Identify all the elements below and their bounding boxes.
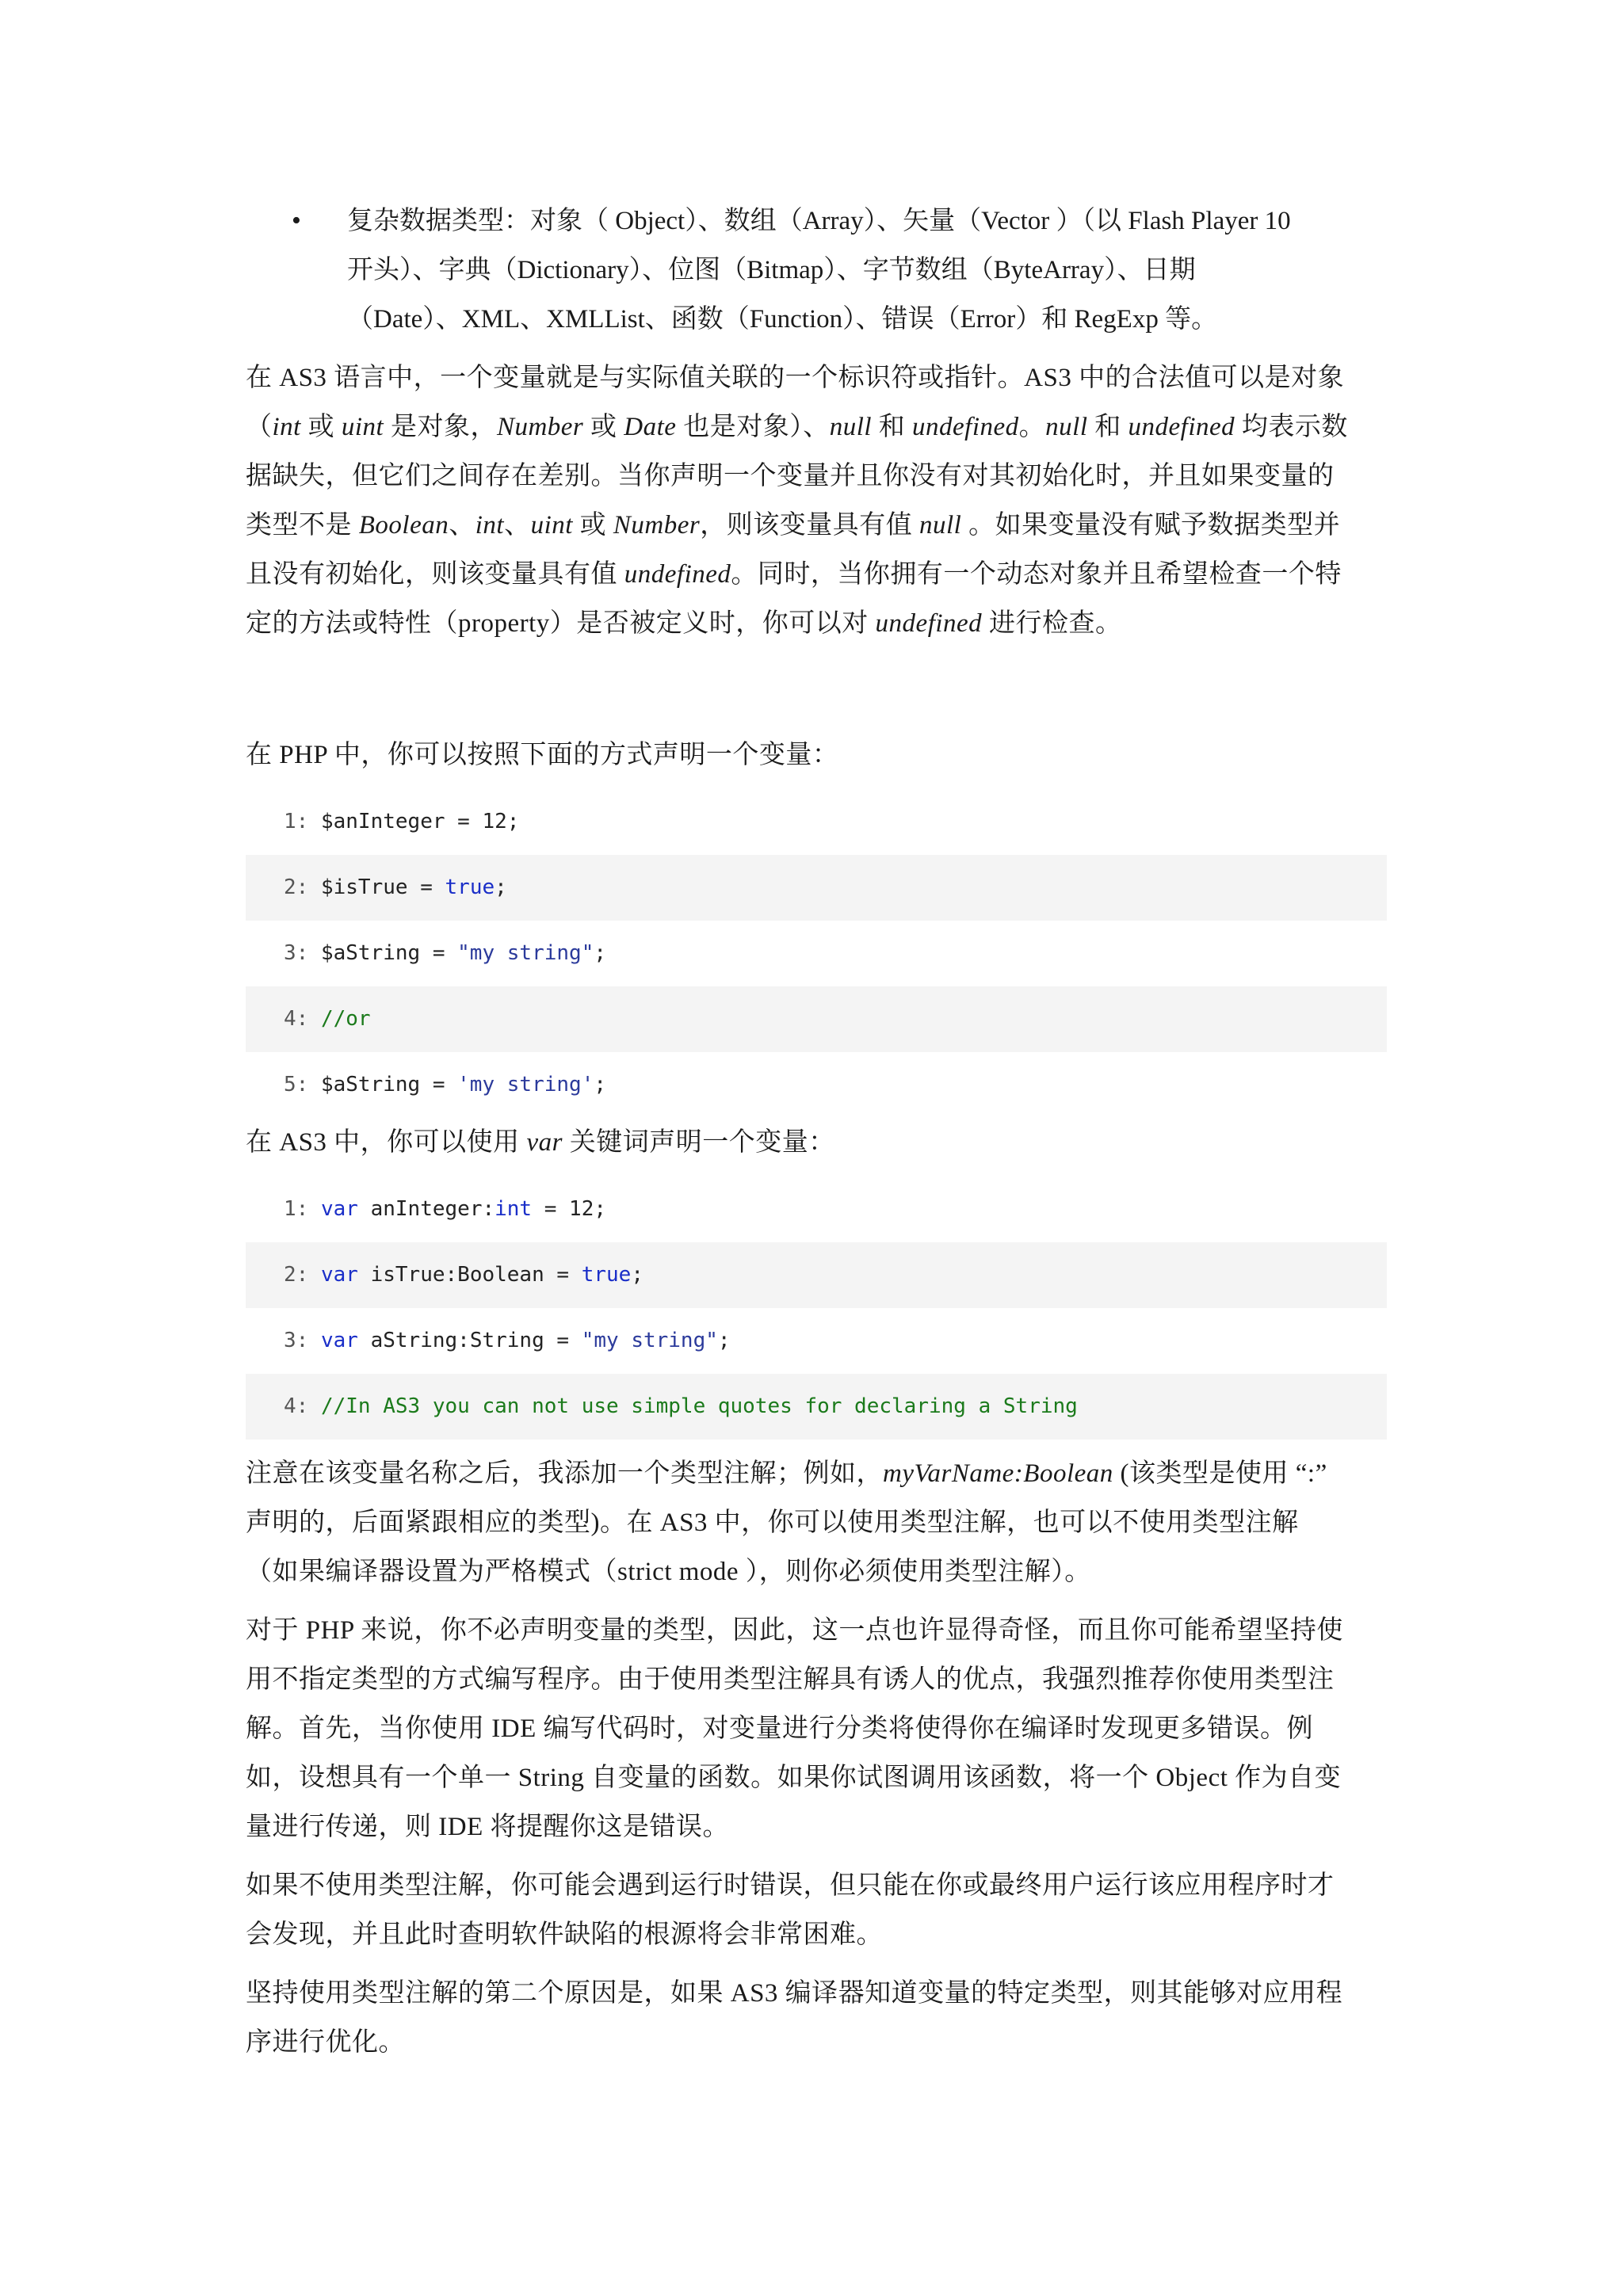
text-run-italic: null	[829, 413, 873, 441]
paragraph-line	[246, 501, 1387, 550]
paragraph-line: 解。首先，当你使用 IDE 编写代码时，对变量进行分类将使得你在编译时发现更多错误。例	[246, 1714, 1313, 1743]
text-run-italic: undefined	[912, 413, 1019, 441]
code-token: //In AS3 you can not use simple quotes for declaring a String	[320, 1394, 1078, 1418]
line-number: 4:	[284, 1394, 321, 1418]
paragraph-line: 坚持使用类型注解的第二个原因是，如果 AS3 编译器知道变量的特定类型，则其能够对应用程	[246, 1979, 1343, 2008]
line-number: 3:	[284, 941, 321, 965]
bullet-line: 开头）、字典（Dictionary）、位图（Bitmap）、字节数组（ByteArray）、日期	[347, 256, 1196, 284]
code-token: = 12;	[532, 1197, 607, 1221]
code-token: 'my string'	[457, 1073, 594, 1097]
code-token: $aString =	[320, 941, 458, 965]
paragraph-php-typing	[246, 1606, 1387, 1852]
text-run: 且没有初始化，则该变量具有值	[246, 560, 624, 589]
text-run-italic: null	[1045, 413, 1088, 441]
code-token: $anInteger = 12;	[320, 810, 520, 833]
code-token: ;	[717, 1329, 731, 1352]
code-token: true	[581, 1263, 632, 1287]
bullet-line: （Date）、XML、XMLList、函数（Function）、错误（Error）和 RegExp 等。	[347, 305, 1218, 334]
code-token: var	[320, 1329, 358, 1352]
paragraph-as3-intro	[246, 1118, 1387, 1167]
code-line	[246, 789, 1387, 855]
code-token: //or	[320, 1007, 371, 1031]
paragraph-line: 如，设想具有一个单一 String 自变量的函数。如果你试图调用该函数，将一个 Object 作为自变	[246, 1764, 1342, 1792]
text-run: 是对象，	[384, 413, 497, 441]
paragraph-line: 如果不使用类型注解，你可能会遇到运行时错误，但只能在你或最终用户运行该应用程序时才	[246, 1871, 1335, 1900]
text-run: 或	[300, 413, 342, 441]
text-run: 、	[504, 511, 531, 540]
text-run-italic: Boolean	[358, 511, 449, 540]
text-run-italic: undefined	[1128, 413, 1235, 441]
text-run: 定的方法或特性（property）是否被定义时，你可以对	[246, 609, 876, 638]
code-line	[246, 855, 1387, 921]
text-run: 和	[872, 413, 913, 441]
text-run: (该类型是使用 “:”	[1113, 1459, 1327, 1488]
text-run-italic: int	[272, 413, 301, 441]
paragraph-line: 声明的，后面紧跟相应的类型)。在 AS3 中，你可以使用类型注解，也可以不使用类型注解	[246, 1508, 1299, 1537]
code-token: aString:String =	[357, 1329, 582, 1352]
text-run: 和	[1087, 413, 1128, 441]
code-token: ;	[594, 941, 606, 965]
text-run: 。同时，当你拥有一个动态对象并且希望检查一个特	[731, 560, 1342, 589]
text-run: 进行检查。	[982, 609, 1122, 638]
paragraph-line	[246, 402, 1387, 452]
line-number: 2:	[284, 875, 321, 899]
bullet-line: 复杂数据类型：对象（ Object）、数组（Array）、矢量（Vector ）（以 Flash Player 10	[347, 207, 1291, 235]
text-run: 在 AS3 中，你可以使用	[246, 1128, 527, 1157]
code-block-as3	[246, 1177, 1387, 1440]
code-token: $aString =	[320, 1073, 458, 1097]
code-token: ;	[631, 1263, 643, 1287]
paragraph-line: 量进行传递，则 IDE 将提醒你这是错误。	[246, 1813, 729, 1841]
text-run: 关键词声明一个变量：	[562, 1128, 835, 1157]
text-run-italic: null	[919, 511, 962, 540]
paragraph-line: 会发现，并且此时查明软件缺陷的根源将会非常困难。	[246, 1920, 883, 1949]
paragraph-line: 序进行优化。	[246, 2028, 405, 2057]
paragraph-php-intro: 在 PHP 中，你可以按照下面的方式声明一个变量：	[246, 741, 839, 769]
text-run-italic: uint	[341, 413, 384, 441]
code-token: int	[495, 1197, 533, 1221]
text-run-italic: undefined	[875, 609, 983, 638]
text-run-italic: Date	[624, 413, 677, 441]
text-run-italic: myVarName:Boolean	[883, 1459, 1113, 1488]
text-run: 、	[449, 511, 475, 540]
paragraph-line: 用不指定类型的方式编写程序。由于使用类型注解具有诱人的优点，我强烈推荐你使用类型注	[246, 1665, 1335, 1694]
line-number: 5:	[284, 1073, 321, 1097]
code-block-php	[246, 789, 1387, 1118]
text-run: 类型不是	[246, 511, 359, 540]
code-token: true	[445, 875, 495, 899]
text-run-italic: Number	[496, 413, 584, 441]
paragraph-as3-variables	[246, 353, 1387, 648]
paragraph-optimization	[246, 1969, 1387, 2067]
text-run: 。	[1018, 413, 1046, 441]
code-token: ;	[495, 875, 507, 899]
code-token: "my string"	[457, 941, 594, 965]
document-page	[246, 196, 1387, 2067]
text-run-italic: var	[526, 1128, 563, 1157]
line-number: 3:	[284, 1329, 321, 1352]
text-run-italic: Number	[613, 511, 701, 540]
paragraph-runtime-errors	[246, 1861, 1387, 1959]
code-line	[246, 1374, 1387, 1440]
code-token: $isTrue =	[320, 875, 445, 899]
line-number: 4:	[284, 1007, 321, 1031]
text-run-italic: uint	[530, 511, 573, 540]
code-line	[246, 1308, 1387, 1374]
code-token: ;	[594, 1073, 606, 1097]
code-line	[246, 1177, 1387, 1242]
code-line	[246, 1242, 1387, 1308]
text-run: 或	[583, 413, 624, 441]
paragraph-line: 在 AS3 语言中，一个变量就是与实际值关联的一个标识符或指针。AS3 中的合法值可以是对象	[246, 364, 1345, 392]
paragraph-line: 对于 PHP 来说，你不必声明变量的类型，因此，这一点也许显得奇怪，而且你可能希望坚持使	[246, 1616, 1343, 1645]
text-run: 均表示数	[1235, 413, 1348, 441]
text-run: 或	[572, 511, 613, 540]
paragraph-type-annotation	[246, 1449, 1387, 1596]
paragraph-line: 据缺失，但它们之间存在差别。当你声明一个变量并且你没有对其初始化时，并且如果变量的	[246, 462, 1335, 490]
code-line	[246, 921, 1387, 986]
text-run: 注意在该变量名称之后，我添加一个类型注解；例如，	[246, 1459, 883, 1488]
paragraph-line	[246, 550, 1387, 599]
bullet-item-complex-types	[246, 196, 1387, 344]
paragraph-line	[246, 599, 1387, 648]
paragraph-line: （如果编译器设置为严格模式（strict mode ），则你必须使用类型注解）。	[246, 1558, 1091, 1586]
code-token: "my string"	[581, 1329, 718, 1352]
text-run: 。如果变量没有赋予数据类型并	[961, 511, 1341, 540]
text-run: ，则该变量具有值	[700, 511, 920, 540]
line-number: 1:	[284, 1197, 321, 1221]
text-run: （	[246, 413, 273, 441]
bullet-dot-icon: •	[292, 206, 301, 235]
code-token: isTrue:Boolean =	[357, 1263, 582, 1287]
code-line	[246, 986, 1387, 1052]
text-run: 也是对象）、	[676, 413, 830, 441]
line-number: 1:	[284, 810, 321, 833]
code-token: var	[320, 1263, 358, 1287]
code-token: var	[320, 1197, 358, 1221]
text-run-italic: int	[475, 511, 505, 540]
line-number: 2:	[284, 1263, 321, 1287]
code-line	[246, 1052, 1387, 1118]
code-token: anInteger:	[357, 1197, 495, 1221]
paragraph-line	[246, 1449, 1387, 1498]
text-run-italic: undefined	[624, 560, 731, 589]
